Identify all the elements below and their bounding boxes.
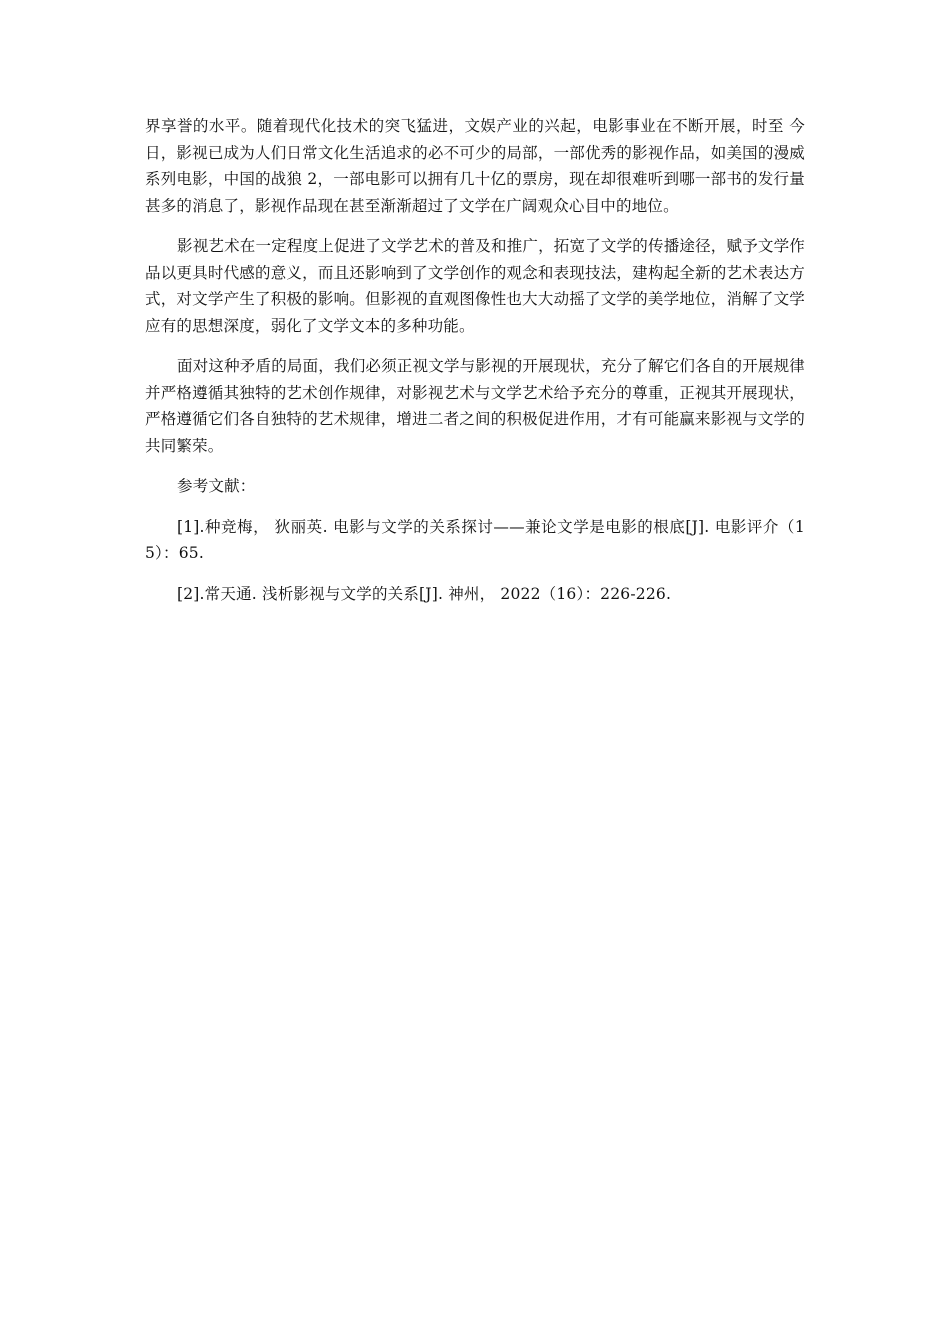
paragraph-spacer bbox=[145, 339, 805, 353]
body-paragraph-3: 面对这种矛盾的局面，我们必须正视文学与影视的开展现状，充分了解它们各自的开展规律并严格遵循其独特的艺术创作规律，对影视艺术与文学艺术给予充分的尊重，正视其开展现状，严格遵循它们各自独特的艺术规律，增进二者之间的积极促进作用，才有可能赢来影视与文学的共同繁荣。 bbox=[145, 357, 806, 455]
reference-item-1: [1].种竞梅， 狄丽英. 电影与文学的关系探讨——兼论文学是电影的根底[J]. 电影评介（15）：65. bbox=[145, 517, 805, 562]
paragraph-spacer bbox=[145, 567, 805, 581]
references-heading: 参考文献： bbox=[177, 477, 256, 495]
reference-item-2: [2].常天通. 浅析影视与文学的关系[J]. 神州， 2022（16）：226-226. bbox=[177, 584, 672, 603]
document-body bbox=[145, 113, 805, 607]
paragraph-spacer bbox=[145, 500, 805, 514]
body-paragraph-1: 界享誉的水平。随着现代化技术的突飞猛进，文娱产业的兴起，电影事业在不断开展，时至 今 日，影视已成为人们日常文化生活追求的必不可少的局部，一部优秀的影视作品，如美国的漫威系列电影，中国的战狼 2，一部电影可以拥有几十亿的票房，现在却很难听到哪一部书的发行量甚多的消息了，影视作品现在甚至渐渐超过了文学在广阔观众心目中的地位。 bbox=[145, 117, 805, 215]
paragraph-spacer bbox=[145, 459, 805, 473]
paragraph-spacer bbox=[145, 219, 805, 233]
body-paragraph-2: 影视艺术在一定程度上促进了文学艺术的普及和推广，拓宽了文学的传播途径，赋予文学作品以更具时代感的意义，而且还影响到了文学创作的观念和表现技法，建构起全新的艺术表达方式，对文学产生了积极的影响。但影视的直观图像性也大大动摇了文学的美学地位，消解了文学应有的思想深度，弱化了文学文本的多种功能。 bbox=[145, 237, 806, 335]
